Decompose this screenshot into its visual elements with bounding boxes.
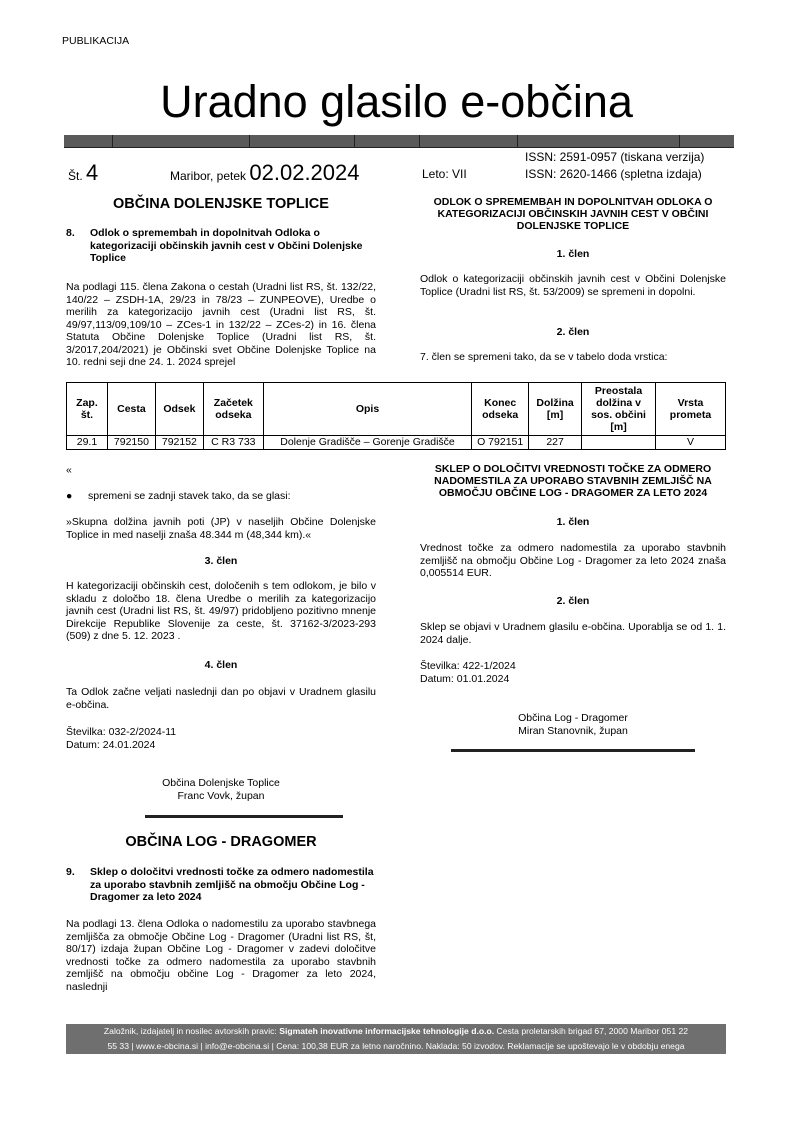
table-header: Preostala dolžina v sos. občini [m] bbox=[582, 383, 656, 436]
clen-1-text: Odlok o kategorizaciji občinskih javnih cest v Občini Dolenjske Toplice (Uradni list RS, št. 53/2009) se spremeni in dopolni. bbox=[420, 273, 726, 298]
table-cell: V bbox=[656, 436, 726, 450]
publisher-footer bbox=[66, 1024, 726, 1054]
table-cell: Dolenje Gradišče – Gorenje Gradišče bbox=[263, 436, 471, 450]
divider bbox=[451, 749, 695, 752]
table-cell bbox=[582, 436, 656, 450]
table-header-row bbox=[67, 383, 726, 436]
table-header: Zap. št. bbox=[67, 383, 108, 436]
issue-date: Maribor, petek 02.02.2024 bbox=[170, 160, 360, 185]
document-date: Datum: 24.01.2024 bbox=[66, 739, 156, 751]
masthead-title: Uradno glasilo e-občina bbox=[160, 76, 633, 127]
odlok-title: ODLOK O SPREMEMBAH IN DOPOLNITVAH ODLOKA O KATEGORIZACIJI OBČINSKIH JAVNIH CEST V OBČINI DOLENJSKE TOPLICE bbox=[433, 196, 713, 232]
table-cell: 227 bbox=[529, 436, 582, 450]
clen-3-text: H kategorizaciji občinskih cest, določenih s tem odlokom, je bilo v skladu z določbo 18. člena Uredbe o merilih za kategorizacijo javnih cest (Uradni list RS, št. 49/97) pridobljeno pozitivno mnenje Direkcije Republike Slovenije za ceste, št. 37162-3/2023-293 (509) z dne 5. 12. 2023 . bbox=[66, 580, 376, 642]
quote-close: « bbox=[66, 464, 72, 476]
table-header: Vrsta prometa bbox=[656, 383, 726, 436]
clen-1-heading: 1. člen bbox=[556, 248, 590, 260]
quoted-sentence: »Skupna dolžina javnih poti (JP) v naseljih Občine Dolenjske Toplice in med naselji znaša 48.344 m (48,344 km).« bbox=[66, 516, 376, 541]
section-title-log-dragomer: OBČINA LOG - DRAGOMER bbox=[125, 834, 317, 850]
item-8-heading: 8. Odlok o spremembah in dopolnitvah Odloka o kategorizaciji občinskih javnih cest v Občini Dolenjske Toplice bbox=[66, 227, 363, 264]
sklep-clen-2-heading: 2. člen bbox=[556, 595, 590, 607]
issue-number: Št. 4 bbox=[68, 160, 99, 185]
section-label: PUBLIKACIJA bbox=[62, 35, 130, 47]
signature-org: Občina Dolenjske Toplice bbox=[162, 777, 280, 789]
table-cell: 792152 bbox=[155, 436, 203, 450]
item-9-intro: Na podlagi 13. člena Odloka o nadomestilu za uporabo stavbnega zemljišča za območje Občine Log - Dragomer (Uradni list RS, št, 80/17) izdaja župan Občine Log - Dragomer v zadevi določitve vrednosti točke za odmero nadomestila za uporabo stavbnih zemljišč na območju občine Log - Dragomer za leto 2024, naslednji bbox=[66, 918, 376, 993]
item-9-heading: 9. Sklep o določitvi vrednosti točke za odmero nadomestila za uporabo stavbnih zemljišč na območju Občine Log - Dragomer za leto 2024 bbox=[66, 866, 374, 903]
sklep-date: Datum: 01.01.2024 bbox=[420, 673, 510, 685]
clen-2-text: 7. člen se spremeni tako, da se v tabelo doda vrstica: bbox=[420, 351, 668, 363]
sklep-clen-1-heading: 1. člen bbox=[556, 516, 590, 528]
sklep-title: SKLEP O DOLOČITVI VREDNOSTI TOČKE ZA ODMERO NADOMESTILA ZA UPORABO STAVBNIH ZEMLJIŠČ NA OBMOČJU OBČINE LOG - DRAGOMER ZA LETO 2024 bbox=[434, 463, 712, 499]
section-title-dolenjske: OBČINA DOLENJSKE TOPLICE bbox=[113, 196, 329, 212]
table-cell: O 792151 bbox=[472, 436, 529, 450]
table-header: Odsek bbox=[155, 383, 203, 436]
sklep-clen-2-text: Sklep se objavi v Uradnem glasilu e-občina. Uporablja se od 1. 1. 2024 dalje. bbox=[420, 621, 726, 646]
table-cell: 29.1 bbox=[67, 436, 108, 450]
table-header: Začetek odseka bbox=[203, 383, 263, 436]
table-header: Opis bbox=[263, 383, 471, 436]
sklep-signature-org: Občina Log - Dragomer bbox=[518, 712, 628, 724]
clen-4-text: Ta Odlok začne veljati naslednji dan po objavi v Uradnem glasilu e-občina. bbox=[66, 686, 376, 711]
footer-line-1: Založnik, izdajatelj in nosilec avtorskih pravic: Sigmateh inovativne informacijske tehnologije d.o.o. Cesta proletarskih brigad 67, 2000 Maribor 051 22 bbox=[103, 1026, 689, 1036]
table-header: Cesta bbox=[107, 383, 155, 436]
footer-line-2: 55 33 | www.e-obcina.si | info@e-obcina.si | Cena: 100,38 EUR za letno naročnino. Naklada: 50 izvodov. Reklamacije se upoštevajo le v obdobju enega bbox=[107, 1041, 685, 1051]
issn-web: ISSN: 2620-1466 (spletna izdaja) bbox=[525, 167, 702, 181]
table-header: Dolžina [m] bbox=[529, 383, 582, 436]
table-row bbox=[67, 436, 726, 450]
table-cell: C R3 733 bbox=[203, 436, 263, 450]
masthead-rule bbox=[64, 135, 734, 148]
sklep-number: Številka: 422-1/2024 bbox=[420, 660, 516, 672]
issue-year: Leto: VII bbox=[422, 167, 467, 181]
bullet-item: ● spremeni se zadnji stavek tako, da se glasi: bbox=[66, 490, 291, 502]
document-number: Številka: 032-2/2024-11 bbox=[66, 726, 177, 738]
clen-2-heading: 2. člen bbox=[556, 326, 590, 338]
sklep-clen-1-text: Vrednost točke za odmero nadomestila za uporabo stavbnih zemljišč na območju Občine Log - Dragomer za leto 2024 znaša 0,005514 EUR. bbox=[420, 542, 726, 579]
clen-4-heading: 4. člen bbox=[204, 659, 238, 671]
sklep-signature-name: Miran Stanovnik, župan bbox=[518, 725, 628, 737]
signature-name: Franc Vovk, župan bbox=[177, 790, 265, 802]
table-header: Konec odseka bbox=[472, 383, 529, 436]
road-table bbox=[66, 382, 726, 450]
item-8-intro: Na podlagi 115. člena Zakona o cestah (Uradni list RS, št. 132/22, 140/22 – ZSDH-1A, 29/23 in 78/23 – ZUNPEOVE), Uredbe o merilih za kategorizacijo javnih cest (Uradni list RS, št. 49/97,113/09,109/10 – ZCes-1 in 132/22 – ZCes-2) in 16. člena Statuta Občine Dolenjske Toplice (Uradni list RS, št. 3/2017,204/2021) je Občinski svet Občine Dolenjske Toplice na 10. redni seji dne 24. 1. 2024 sprejel bbox=[66, 281, 376, 368]
divider bbox=[145, 815, 343, 818]
issn-print: ISSN: 2591-0957 (tiskana verzija) bbox=[525, 150, 705, 164]
bullet-icon: ● bbox=[66, 490, 73, 502]
clen-3-heading: 3. člen bbox=[204, 555, 238, 567]
table-cell: 792150 bbox=[107, 436, 155, 450]
